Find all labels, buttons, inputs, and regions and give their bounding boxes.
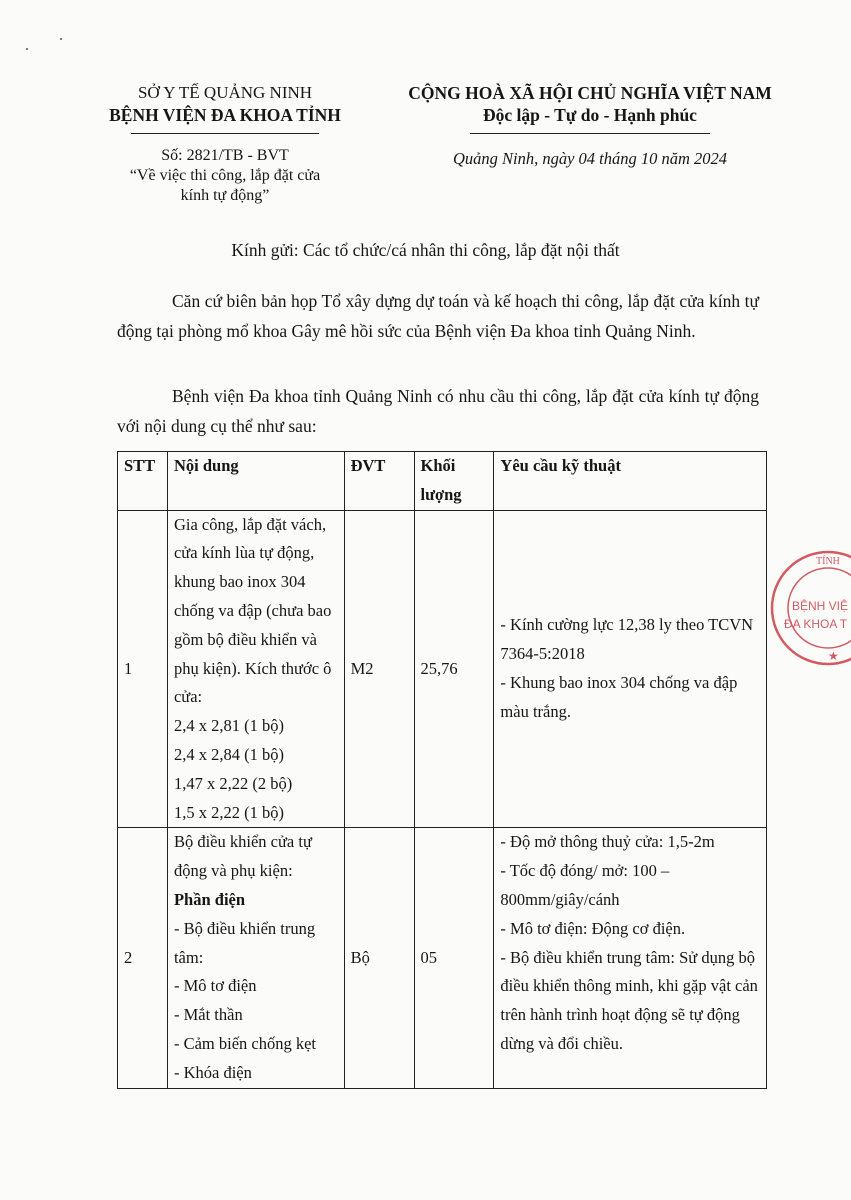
row2-quantity: 05 bbox=[414, 828, 494, 1088]
header-unit: ĐVT bbox=[344, 452, 414, 511]
row2-item: - Bộ điều khiển trung tâm: bbox=[173, 918, 316, 967]
document-subject: “Về việc thi công, lắp đặt cửa kính tự động” bbox=[129, 167, 321, 204]
stamp-line2: ĐA KHOA T bbox=[784, 617, 848, 631]
row1-unit: M2 bbox=[344, 510, 414, 828]
salutation: Kính gửi: Các tổ chức/cá nhân thi công, lắp đặt nội thất bbox=[231, 240, 620, 260]
row2-req: - Mô tơ điện: Động cơ điện. bbox=[500, 918, 686, 938]
row2-item: - Cảm biến chống kẹt bbox=[173, 1033, 317, 1053]
table-row bbox=[118, 828, 767, 1088]
row2-content bbox=[167, 828, 344, 1088]
hospital-name: BỆNH VIỆN ĐA KHOA TỈNH bbox=[109, 105, 341, 125]
row1-size: 2,4 x 2,84 (1 bộ) bbox=[173, 744, 284, 764]
issue-date: Quảng Ninh, ngày 04 tháng 10 năm 2024 bbox=[452, 149, 728, 168]
row2-req: - Tốc độ đóng/ mở: 100 – 800mm/giây/cánh bbox=[500, 861, 670, 909]
header-quantity: Khối lượng bbox=[414, 452, 494, 511]
row1-size: 2,4 x 2,81 (1 bộ) bbox=[173, 716, 284, 736]
national-block bbox=[390, 82, 790, 134]
nation-title: CỘNG HOÀ XÃ HỘI CHỦ NGHĨA VIỆT NAM bbox=[408, 83, 772, 103]
row2-stt: 2 bbox=[118, 828, 168, 1088]
row2-item: - Mô tơ điện bbox=[173, 976, 257, 996]
row2-unit: Bộ bbox=[344, 828, 414, 1088]
scan-speck bbox=[26, 48, 28, 50]
row2-req: - Độ mở thông thuỷ cửa: 1,5-2m bbox=[500, 832, 715, 852]
row1-req-frame: - Khung bao inox 304 chống va đập màu trắng. bbox=[500, 672, 738, 721]
national-motto: Độc lập - Tự do - Hạnh phúc bbox=[483, 105, 697, 125]
table-header-row bbox=[118, 452, 767, 511]
agency-name: SỞ Y TẾ QUẢNG NINH bbox=[137, 83, 313, 102]
motto-underline bbox=[470, 133, 710, 134]
issuer-underline bbox=[131, 133, 319, 134]
row1-stt: 1 bbox=[118, 510, 168, 828]
paragraph-need: Bệnh viện Đa khoa tỉnh Quảng Ninh có nhu cầu thi công, lắp đặt cửa kính tự động với nội dung cụ thể như sau: bbox=[117, 386, 759, 436]
row2-heading: Phần điện bbox=[173, 889, 246, 909]
row1-requirements bbox=[494, 510, 767, 828]
row2-requirements bbox=[494, 828, 767, 1088]
document-number: Số: 2821/TB - BVT bbox=[161, 147, 289, 164]
row1-req-glass: - Kính cường lực 12,38 ly theo TCVN 7364-5:2018 bbox=[500, 615, 754, 664]
header-stt: STT bbox=[118, 452, 168, 511]
row2-intro: Bộ điều khiển cửa tự động và phụ kiện: bbox=[173, 832, 312, 881]
row2-item: - Mắt thần bbox=[173, 1005, 243, 1025]
paragraph-basis: Căn cứ biên bản họp Tổ xây dựng dự toán và kế hoạch thi công, lắp đặt cửa kính tự động tại phòng mổ khoa Gây mê hồi sức của Bệnh viện Đa khoa tỉnh Quảng Ninh. bbox=[117, 291, 759, 341]
row1-size: 1,47 x 2,22 (2 bộ) bbox=[173, 773, 293, 793]
row2-req: - Bộ điều khiển trung tâm: Sử dụng bộ điều khiển thông minh, khi gặp vật cản trên hành trình hoạt động sẽ tự động dừng và đổi chiều. bbox=[500, 947, 758, 1053]
row2-item: - Khóa điện bbox=[173, 1062, 252, 1082]
stamp-star: ★ bbox=[828, 649, 839, 663]
header-requirements: Yêu cầu kỹ thuật bbox=[494, 452, 767, 511]
hospital-stamp bbox=[768, 548, 851, 668]
header-content: Nội dung bbox=[167, 452, 344, 511]
row1-description: Gia công, lắp đặt vách, cửa kính lùa tự động, khung bao inox 304 chống va đập (chưa bao gồm bộ điều khiển và phụ kiện). Kích thước ô cửa: bbox=[173, 514, 332, 707]
requirements-table bbox=[117, 451, 767, 1089]
stamp-line1: BỆNH VIỆ bbox=[792, 599, 849, 613]
row1-quantity: 25,76 bbox=[414, 510, 494, 828]
stamp-top-text: TỈNH bbox=[816, 556, 840, 567]
row1-size: 1,5 x 2,22 (1 bộ) bbox=[173, 802, 284, 822]
scan-speck bbox=[60, 38, 62, 40]
row1-content bbox=[167, 510, 344, 828]
table-row bbox=[118, 510, 767, 828]
reference-block bbox=[60, 146, 390, 206]
issuer-block bbox=[60, 82, 390, 134]
